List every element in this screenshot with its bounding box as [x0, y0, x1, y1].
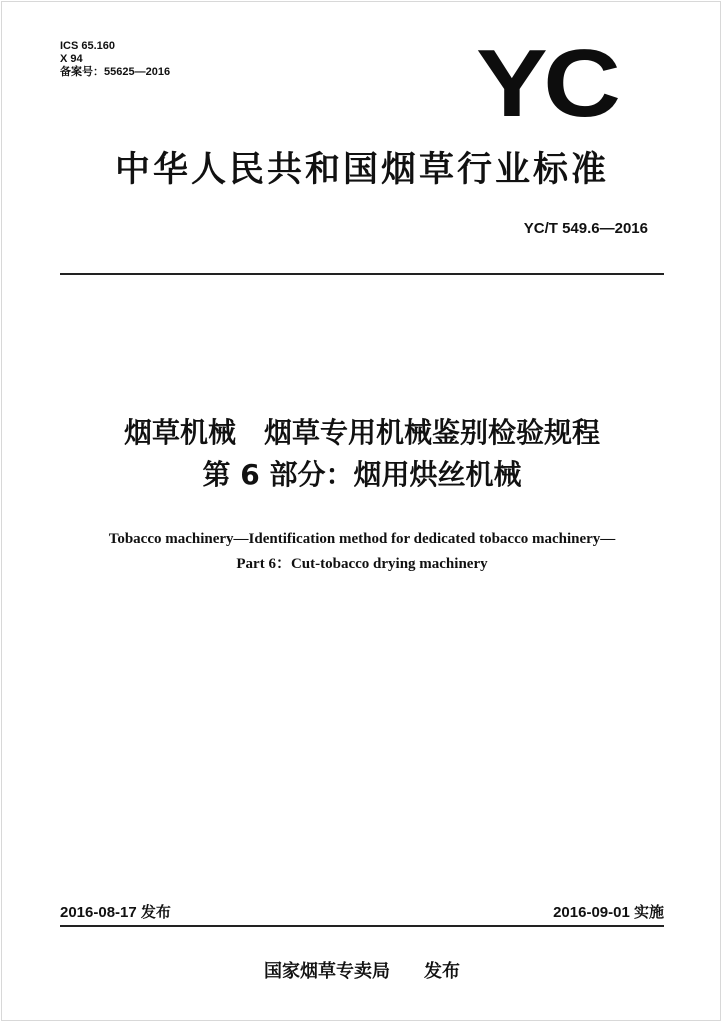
publisher-action: 发布 — [424, 961, 460, 982]
implementation-date: 2016-09-01 实施 — [553, 904, 664, 921]
english-title — [0, 527, 724, 577]
publisher-line — [0, 960, 724, 984]
classification-code: X 94 — [60, 53, 83, 65]
footer-divider — [60, 925, 664, 927]
standard-number: YC/T 549.6—2016 — [523, 220, 648, 237]
issuing-authority-heading: 中华人民共和国烟草行业标准 — [114, 150, 609, 190]
publisher-name: 国家烟草专卖局 — [264, 961, 390, 982]
filing-number: 备案号：55625—2016 — [60, 66, 171, 78]
header-divider — [60, 273, 664, 275]
chinese-title-line-2: 第 6 部分：烟用烘丝机械 — [202, 458, 522, 491]
yc-logo: YC — [476, 30, 617, 137]
english-title-line-2: Part 6：Cut-tobacco drying machinery — [236, 556, 488, 572]
chinese-title-line-1: 烟草机械 烟草专用机械鉴别检验规程 — [123, 416, 600, 449]
english-title-line-1: Tobacco machinery—Identification method for dedicated tobacco machinery— — [108, 531, 616, 547]
chinese-title — [0, 412, 724, 496]
issue-date: 2016-08-17 发布 — [60, 904, 171, 921]
header-metadata — [60, 40, 170, 79]
ics-code: ICS 65.160 — [60, 40, 116, 52]
